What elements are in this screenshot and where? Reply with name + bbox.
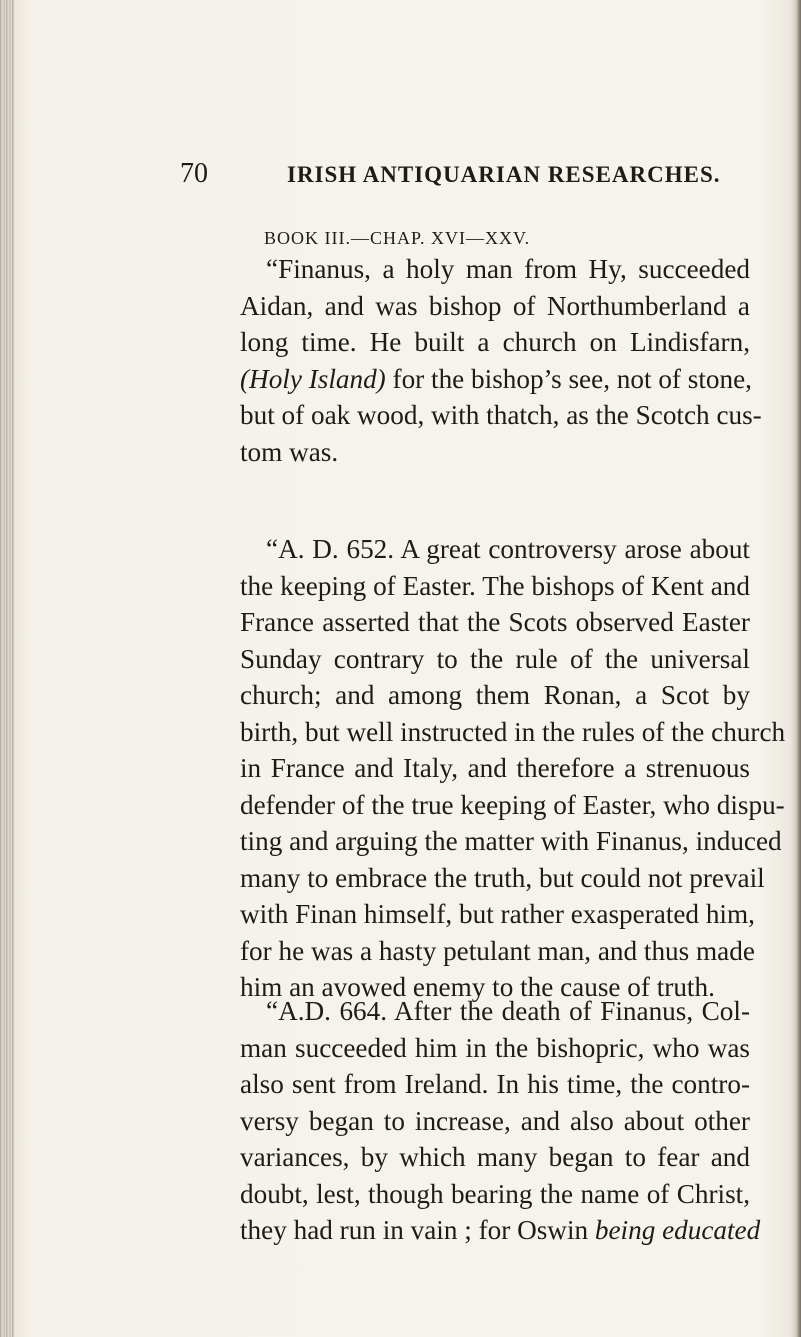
page-number: 70 bbox=[180, 158, 208, 189]
chapter-heading: BOOK III.—CHAP. XVI—XXV. bbox=[264, 228, 531, 248]
running-title: IRISH ANTIQUARIAN RESEARCHES. bbox=[287, 162, 721, 187]
text-line: doubt, lest, though bearing the name of Christ, bbox=[240, 1178, 750, 1209]
text-line: France asserted that the Scots observed Easter bbox=[240, 607, 750, 637]
paragraph-easter-controversy bbox=[240, 531, 786, 1006]
roman-text: for the bishop’s see, not of stone, bbox=[385, 363, 752, 394]
running-header bbox=[180, 158, 740, 192]
text-line: but of oak wood, with thatch, as the Scotch cus- bbox=[240, 400, 762, 430]
text-line: variances, by which many began to fear and bbox=[240, 1142, 750, 1172]
text-line: defender of the true keeping of Easter, who dispu- bbox=[240, 789, 785, 820]
page-binding-shadow bbox=[0, 0, 14, 1337]
italic-text: being educated bbox=[594, 1215, 761, 1245]
paragraph-finanus bbox=[240, 251, 762, 470]
text-line: Aidan, and was bishop of Northumberland a bbox=[240, 290, 750, 321]
text-line: Sunday contrary to the rule of the universal bbox=[240, 643, 750, 674]
text-line: for he was a hasty petulant man, and thus made bbox=[240, 935, 755, 966]
text-line: versy began to increase, and also about other bbox=[240, 1105, 750, 1136]
text-line: many to embrace the truth, but could not prevail bbox=[240, 862, 765, 893]
text-line: in France and Italy, and therefore a strenuous bbox=[240, 753, 750, 783]
text-line: “A. D. 652. A great controversy arose about bbox=[266, 534, 750, 564]
paragraph-colman bbox=[240, 993, 761, 1249]
text-line: the keeping of Easter. The bishops of Kent and bbox=[240, 570, 750, 601]
text-line: birth, but well instructed in the rules of the church bbox=[240, 716, 786, 747]
text-line: ting and arguing the matter with Finanus, induced bbox=[240, 826, 782, 856]
text-line: man succeeded him in the bishopric, who was bbox=[240, 1032, 750, 1063]
page-right-edge bbox=[791, 0, 801, 1337]
text-line-mixed bbox=[240, 361, 750, 398]
text-line: long time. He built a church on Lindisfarn, bbox=[240, 327, 750, 357]
text-line: “Finanus, a holy man from Hy, succeeded bbox=[266, 254, 750, 284]
text-line-mixed bbox=[240, 1212, 761, 1249]
text-line: church; and among them Ronan, a Scot by bbox=[240, 680, 750, 710]
text-line: tom was. bbox=[240, 436, 339, 467]
text-line: “A.D. 664. After the death of Finanus, Col- bbox=[266, 996, 750, 1026]
roman-text: they had run in vain ; for Oswin bbox=[240, 1215, 595, 1245]
text-line: with Finan himself, but rather exasperated him, bbox=[240, 899, 755, 929]
italic-text: (Holy Island) bbox=[240, 363, 386, 394]
text-line: also sent from Ireland. In his time, the contro- bbox=[240, 1069, 750, 1099]
text-line: him an avowed enemy to the cause of truth. bbox=[240, 972, 715, 1002]
